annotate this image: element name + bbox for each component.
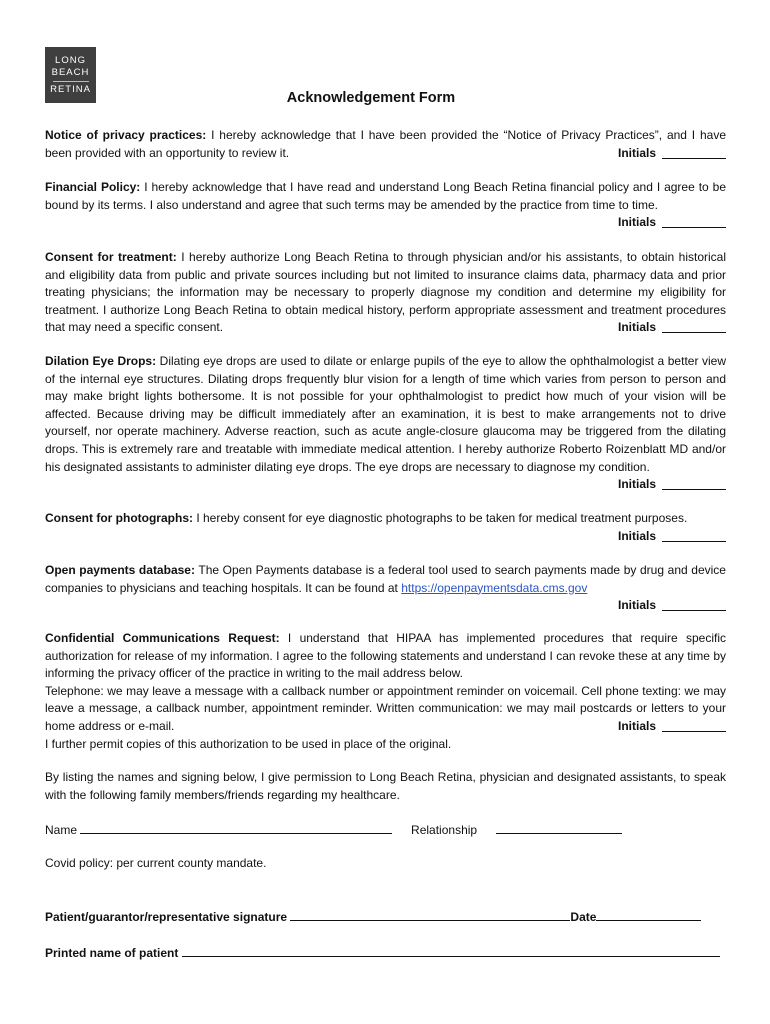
confidential-section (45, 630, 726, 753)
open-payments-text: The Open Payments database is a federal tool used to search payments made by drug and device companies to physicians and teaching hospitals. It can be found at (45, 563, 726, 595)
dilation-heading: Dilation Eye Drops: (45, 354, 157, 368)
logo-line-1: LONG (55, 55, 86, 66)
confidential-heading: Confidential Communications Request: (45, 631, 280, 645)
initials-blank[interactable] (662, 476, 726, 490)
family-permission: By listing the names and signing below, I give permission to Long Beach Retina, physician and designated assistants, to speak with the following family members/friends regarding my healthcare. (45, 770, 726, 802)
photographs-section (45, 510, 726, 545)
name-label: Name (45, 823, 78, 837)
date-field[interactable] (596, 908, 701, 921)
dilation-initials[interactable] (618, 476, 726, 494)
confidential-telephone: Telephone: we may leave a message with a callback number or appointment reminder on voicemail. Cell phone texting: we may leave a message, a callback number, appointment reminder. Written communication: we may mail postcards or letters to your home address or e-mail. (45, 683, 726, 733)
name-relationship-row (45, 821, 726, 840)
date-label: Date (570, 910, 597, 924)
initials-blank[interactable] (662, 214, 726, 228)
confidential-permit: I further permit copies of this authorization to be used in place of the original. (45, 736, 452, 751)
privacy-section (45, 127, 726, 162)
dilation-text: Dilating eye drops are used to dilate or enlarge pupils of the eye to allow the ophthalmologist a better view of the internal eye structures. Dilating drops frequently blur vision for a length of time which varies from person to person and may make bright lights bothersome. It is not possible for your ophthalmologist to predict how much of your vision will be affected. Because driving may be difficult immediately after an examination, it is best to make arrangements not to drive yourself, nor operate machinery. Adverse reaction, such as acute angle-closure glaucoma may be triggered from the dilating drops. This is extremely rare and treatable with immediate medical attention. I hereby authorize Roberto Roizenblatt MD and/or his designated assistants to administer dilating eye drops. The eye drops are necessary to diagnose my condition. (45, 354, 726, 474)
printed-name-field[interactable] (182, 944, 720, 957)
consent-treatment-text: I hereby authorize Long Beach Retina to through physician and/or his assistants, to obtain historical and eligibility data from public and private sources including but not limited to insurance claims data, pharmacy data and prior treating physicians; the information may be necessary to properly diagnose my condition and determine my eligibility for treatment. I authorize Long Beach Retina to obtain medical history, perform appropriate assessment and treatment procedures that may need a specific consent. (45, 250, 727, 335)
logo-line-3: RETINA (50, 84, 91, 95)
photographs-heading: Consent for photographs: (45, 511, 193, 525)
open-payments-link[interactable]: https://openpaymentsdata.cms.gov (401, 580, 588, 595)
covid-policy: Covid policy: per current county mandate. (45, 856, 267, 870)
initials-label: Initials (617, 145, 656, 160)
initials-label: Initials (617, 718, 656, 733)
signature-label: Patient/guarantor/representative signature (45, 910, 288, 924)
page-title: Acknowledgement Form (286, 90, 456, 106)
initials-blank[interactable] (662, 528, 726, 542)
initials-label: Initials (617, 528, 656, 543)
initials-label: Initials (617, 477, 656, 492)
logo-line-2: BEACH (51, 67, 90, 78)
financial-initials[interactable] (45, 214, 726, 232)
initials-blank[interactable] (662, 319, 726, 333)
signature-field[interactable] (290, 908, 570, 921)
initials-label: Initials (617, 215, 656, 230)
dilation-section (45, 353, 726, 494)
signature-row (45, 908, 726, 927)
consent-treatment-heading: Consent for treatment: (45, 250, 177, 264)
initials-label: Initials (617, 598, 656, 613)
name-field[interactable] (80, 821, 392, 834)
open-payments-section (45, 562, 726, 615)
financial-heading: Financial Policy: (45, 180, 141, 194)
printed-name-label: Printed name of patient (45, 946, 179, 960)
financial-section (45, 179, 726, 232)
initials-blank[interactable] (662, 597, 726, 611)
open-payments-heading: Open payments database: (45, 563, 195, 577)
logo-divider (53, 81, 89, 82)
open-payments-initials[interactable] (45, 597, 726, 615)
printed-name-row (45, 944, 726, 963)
photographs-text: I hereby consent for eye diagnostic photographs to be taken for medical treatment purposes. (192, 511, 688, 525)
privacy-initials[interactable] (618, 145, 726, 163)
relationship-label: Relationship (411, 823, 478, 837)
financial-text: I hereby acknowledge that I have read and understand Long Beach Retina financial policy and I agree to be bound by its terms. I also understand and agree that such terms may be amended by the practice from time to time. (45, 180, 726, 212)
consent-treatment-initials[interactable] (618, 319, 726, 337)
confidential-text: I understand that HIPAA has implemented procedures that require specific authorization for release of my information. I agree to the following statements and understand I can revoke these at any time by informing the privacy officer of the practice in writing to the mail address below. (45, 631, 726, 681)
initials-blank[interactable] (662, 145, 726, 159)
privacy-text: I hereby acknowledge that I have been provided the “Notice of Privacy Practices”, and I have been provided with an opportunity to review it. (45, 128, 727, 160)
photographs-initials[interactable] (45, 528, 726, 546)
privacy-heading: Notice of privacy practices: (45, 128, 207, 142)
consent-treatment-section (45, 249, 726, 337)
relationship-field[interactable] (496, 821, 622, 834)
confidential-initials[interactable] (618, 718, 726, 736)
initials-label: Initials (617, 320, 656, 335)
initials-blank[interactable] (662, 718, 726, 732)
